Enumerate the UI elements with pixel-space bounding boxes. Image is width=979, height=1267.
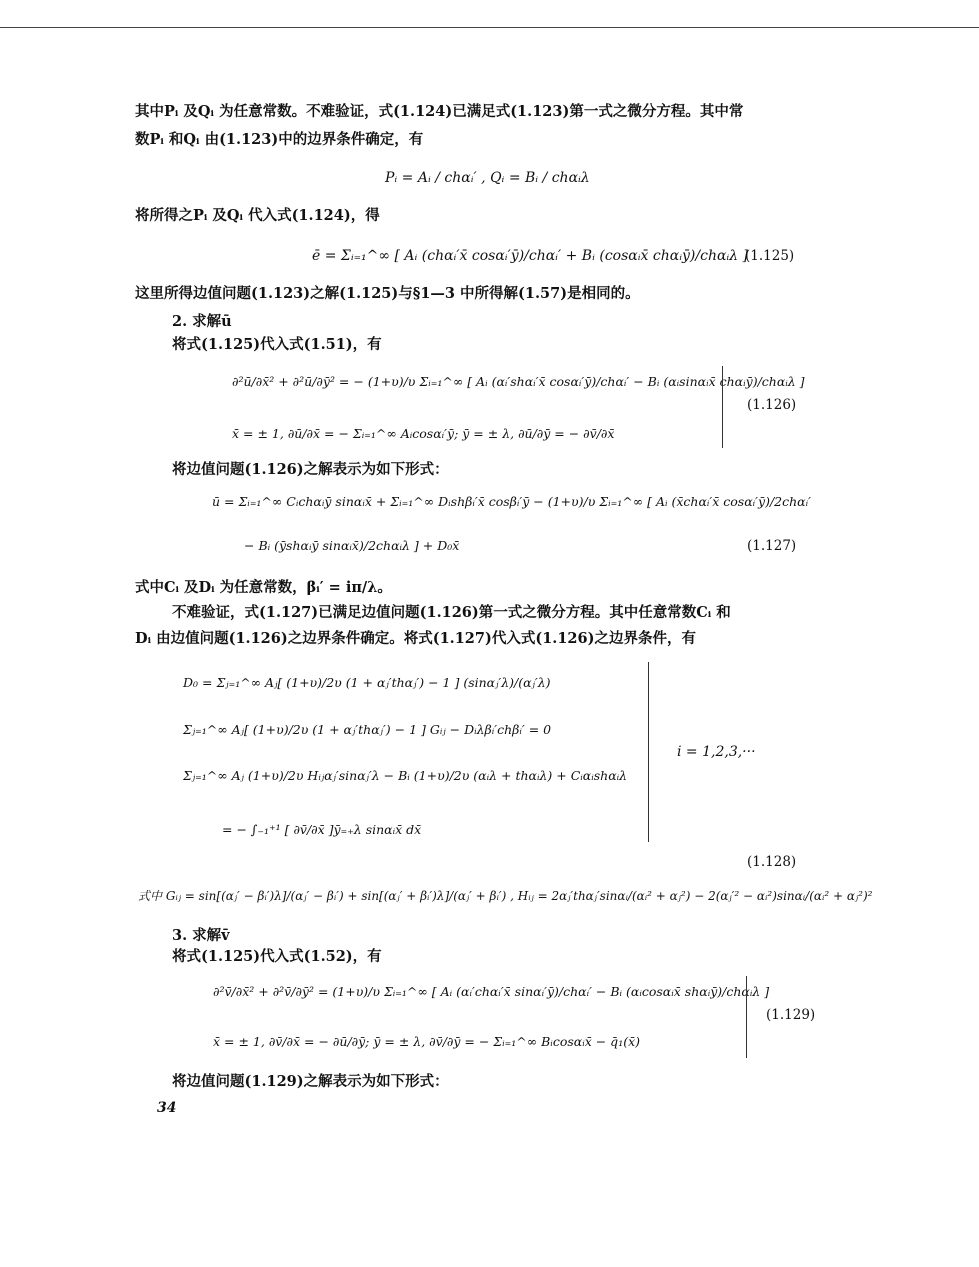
page-number: 34 [157,1100,177,1116]
paragraph: 其中Pᵢ 及Qᵢ 为任意常数。不难验证，式(1.124)已满足式(1.123)第一式之微分方程。其中常 [135,103,744,120]
equation-brace [722,366,723,448]
paragraph: 数Pᵢ 和Qᵢ 由(1.123)中的边界条件确定，有 [135,131,424,148]
equation: Σⱼ₌₁^∞ Aⱼ[ (1+υ)/2υ (1 + αⱼ′thαⱼ′) − 1 ] Gᵢⱼ − Dᵢλβᵢ′chβᵢ′ = 0 [183,722,552,737]
paragraph: 将式(1.125)代入式(1.52)，有 [172,948,382,965]
equation: Pᵢ = Aᵢ / chαᵢ′ , Qᵢ = Bᵢ / chαᵢλ [385,170,590,186]
equation: ē = Σᵢ₌₁^∞ [ Aᵢ (chαᵢ′x̄ cosαᵢ′ȳ)/chαᵢ′ + Bᵢ (cosαᵢx̄ chαᵢȳ)/chαᵢλ ] [312,248,749,264]
equation-condition: i = 1,2,3,··· [677,744,756,760]
equation: x̄ = ± 1, ∂v̄/∂x̄ = − ∂ū/∂ȳ; ȳ = ± λ, ∂v̄/∂ȳ = − Σᵢ₌₁^∞ Bᵢcosαᵢx̄ − q̄₁(x̄) [213,1034,641,1049]
equation: − Bᵢ (ȳshαᵢȳ sinαᵢx̄)/2chαᵢλ ] + D₀x̄ [244,538,460,553]
paragraph: 不难验证，式(1.127)已满足边值问题(1.126)第一式之微分方程。其中任意常数Cᵢ 和 [172,604,731,621]
equation-number: (1.127) [747,538,797,554]
equation: D₀ = Σⱼ₌₁^∞ Aⱼ[ (1+υ)/2υ (1 + αⱼ′thαⱼ′) − 1 ] (sinαⱼ′λ)/(αⱼ′λ) [183,675,551,690]
equation-brace [648,662,649,842]
equation-number: (1.129) [766,1007,816,1023]
equation: x̄ = ± 1, ∂ū/∂x̄ = − Σᵢ₌₁^∞ Aᵢcosαᵢ′ȳ; ȳ = ± λ, ∂ū/∂ȳ = − ∂v̄/∂x̄ [232,426,615,441]
equation-number: (1.126) [747,397,797,413]
equation: Σⱼ₌₁^∞ Aⱼ (1+υ)/2υ Hᵢⱼαⱼ′sinαⱼ′λ − Bᵢ (1+υ)/2υ (αᵢλ + thαᵢλ) + Cᵢαᵢshαᵢλ [183,768,628,783]
top-rule [0,27,979,28]
equation-number: (1.128) [747,854,797,870]
section-heading: 3. 求解v̄ [172,927,230,944]
paragraph: 将式(1.125)代入式(1.51)，有 [172,336,382,353]
paragraph: 将边值问题(1.129)之解表示为如下形式： [172,1073,449,1090]
equation-number: (1.125) [745,248,795,264]
paragraph: 这里所得边值问题(1.123)之解(1.125)与§1—3 中所得解(1.57)是相同的。 [135,285,640,302]
equation: 式中 Gᵢⱼ = sin[(αⱼ′ − βᵢ′)λ]/(αⱼ′ − βᵢ′) + sin[(αⱼ′ + βᵢ′)λ]/(αⱼ′ + βᵢ′) , Hᵢⱼ = 2αⱼ′thαⱼ′sinαᵢ/(αᵢ² + αⱼ²) − 2(αⱼ′² − αᵢ²)sinαᵢ/(αᵢ² + αⱼ²)² [138,889,873,903]
equation-brace [746,976,747,1058]
equation: ∂²v̄/∂x̄² + ∂²v̄/∂ȳ² = (1+υ)/υ Σᵢ₌₁^∞ [ Aᵢ (αᵢ′chαᵢ′x̄ sinαᵢ′ȳ)/chαᵢ′ − Bᵢ (αᵢcosαᵢx̄ shαᵢȳ)/chαᵢλ ] [213,984,770,999]
paragraph: 将所得之Pᵢ 及Qᵢ 代入式(1.124)，得 [135,207,380,224]
paragraph: 式中Cᵢ 及Dᵢ 为任意常数，βᵢ′ = iπ/λ。 [135,579,392,596]
equation: = − ∫₋₁⁺¹ [ ∂v̄/∂x̄ ]ȳ₌₊λ sinαᵢx̄ dx̄ [222,822,422,837]
paragraph: Dᵢ 由边值问题(1.126)之边界条件确定。将式(1.127)代入式(1.126)之边界条件，有 [135,630,696,647]
paragraph: 将边值问题(1.126)之解表示为如下形式： [172,461,449,478]
equation: ∂²ū/∂x̄² + ∂²ū/∂ȳ² = − (1+υ)/υ Σᵢ₌₁^∞ [ Aᵢ (αᵢ′shαᵢ′x̄ cosαᵢ′ȳ)/chαᵢ′ − Bᵢ (αᵢsinαᵢx̄ chαᵢȳ)/chαᵢλ ] [232,374,805,389]
equation: ū = Σᵢ₌₁^∞ Cᵢchαᵢȳ sinαᵢx̄ + Σᵢ₌₁^∞ Dᵢshβᵢ′x̄ cosβᵢ′ȳ − (1+υ)/υ Σᵢ₌₁^∞ [ Aᵢ (x̄chαᵢ′x̄ cosαᵢ′ȳ)/2chαᵢ′ [212,494,811,509]
section-heading: 2. 求解ū [172,313,232,330]
